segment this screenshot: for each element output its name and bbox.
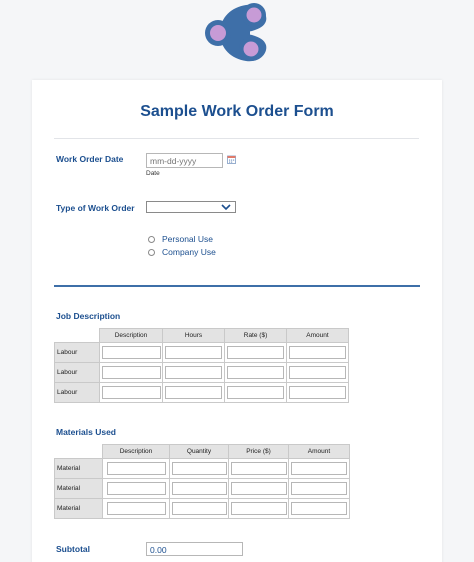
amount-field[interactable] [291, 462, 347, 475]
description-field[interactable] [107, 462, 166, 475]
job-description-label: Job Description [56, 311, 121, 321]
amount-field[interactable] [291, 502, 347, 515]
price-field[interactable] [231, 462, 287, 475]
description-field[interactable] [102, 346, 161, 359]
column-header: Description [100, 329, 163, 343]
column-header: Price ($) [229, 445, 289, 459]
table-row [55, 499, 350, 519]
calendar-icon[interactable] [227, 155, 236, 164]
description-field[interactable] [107, 502, 166, 515]
row-header: Labour [55, 363, 100, 383]
amount-field[interactable] [289, 366, 346, 379]
amount-field[interactable] [289, 346, 346, 359]
radio-company-use[interactable] [148, 246, 216, 258]
section-divider [54, 285, 420, 287]
radio-label: Personal Use [162, 234, 214, 244]
row-header: Labour [55, 343, 100, 363]
materials-used-label: Materials Used [56, 427, 116, 437]
row-header: Material [55, 499, 103, 519]
column-header: Amount [287, 329, 349, 343]
table-row [55, 363, 349, 383]
type-of-work-order-label: Type of Work Order [56, 203, 135, 213]
row-header: Labour [55, 383, 100, 403]
rate-field[interactable] [227, 346, 284, 359]
radio-button[interactable] [148, 249, 155, 256]
hours-field[interactable] [165, 366, 222, 379]
column-header: Hours [163, 329, 225, 343]
description-field[interactable] [107, 482, 166, 495]
job-description-table [54, 328, 349, 403]
table-row [55, 343, 349, 363]
description-field[interactable] [102, 366, 161, 379]
rate-field[interactable] [227, 366, 284, 379]
quantity-field[interactable] [172, 462, 227, 475]
radio-label: Company Use [162, 247, 216, 257]
type-of-work-order-select[interactable] [146, 201, 236, 213]
form-title: Sample Work Order Form [140, 103, 334, 120]
row-header: Material [55, 459, 103, 479]
table-row [55, 383, 349, 403]
form-logo-icon [202, 1, 270, 65]
hours-field[interactable] [165, 386, 222, 399]
radio-button[interactable] [148, 236, 155, 243]
divider [54, 138, 419, 139]
row-header: Material [55, 479, 103, 499]
quantity-field[interactable] [172, 502, 227, 515]
date-sublabel: Date [146, 170, 160, 177]
chevron-down-icon [221, 203, 231, 211]
column-header: Description [103, 445, 170, 459]
price-field[interactable] [231, 502, 287, 515]
subtotal-field[interactable]: 0.00 [146, 542, 243, 556]
hours-field[interactable] [165, 346, 222, 359]
radio-personal-use[interactable] [148, 233, 213, 245]
work-order-date-input[interactable] [146, 153, 223, 168]
amount-field[interactable] [289, 386, 346, 399]
table-row [55, 479, 350, 499]
price-field[interactable] [231, 482, 287, 495]
column-header: Amount [289, 445, 350, 459]
column-header: Quantity [170, 445, 229, 459]
column-header: Rate ($) [225, 329, 287, 343]
form-card [32, 80, 442, 562]
work-order-date-label: Work Order Date [56, 154, 124, 164]
materials-used-table [54, 444, 350, 519]
quantity-field[interactable] [172, 482, 227, 495]
subtotal-label: Subtotal [56, 544, 90, 554]
description-field[interactable] [102, 386, 161, 399]
table-row [55, 459, 350, 479]
amount-field[interactable] [291, 482, 347, 495]
rate-field[interactable] [227, 386, 284, 399]
